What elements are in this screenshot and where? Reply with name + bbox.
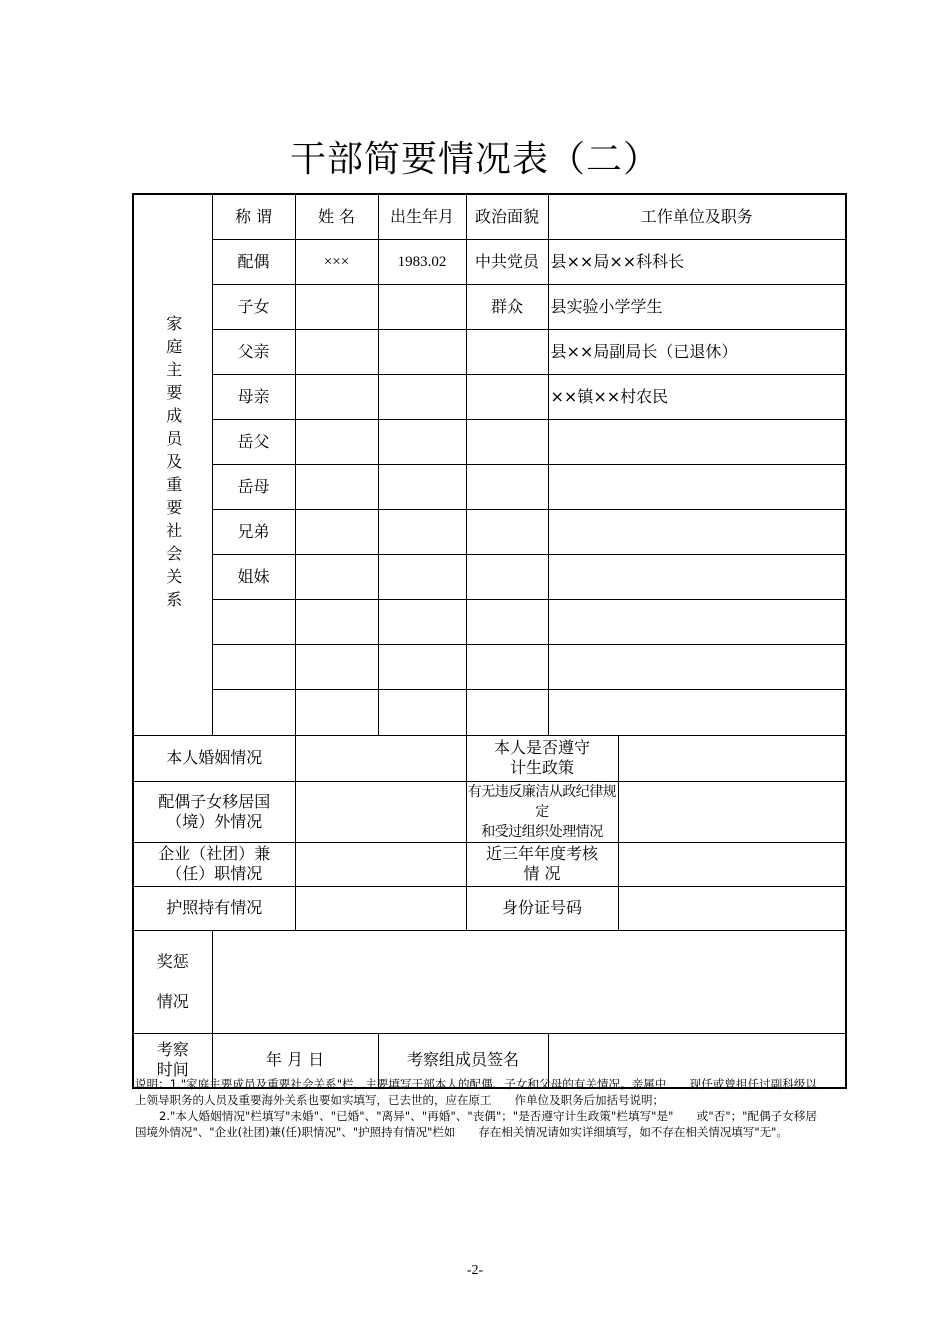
birth-cell[interactable] [378,464,466,509]
passport-value[interactable] [295,886,466,930]
id-number-value[interactable] [618,886,846,930]
relation-cell[interactable]: 兄弟 [212,509,295,554]
relation-cell[interactable]: 配偶 [212,239,295,284]
work-cell[interactable] [548,554,846,599]
relation-cell[interactable]: 姐妹 [212,554,295,599]
table-row [133,689,846,735]
enterprise-label: 企业（社团）兼 （任）职情况 [133,842,295,886]
relation-cell[interactable]: 岳父 [212,419,295,464]
assessment-label: 近三年年度考核 情 况 [466,842,618,886]
passport-label: 护照持有情况 [133,886,295,930]
work-cell[interactable] [548,419,846,464]
work-cell[interactable] [548,644,846,689]
table-row [133,419,846,464]
birth-cell[interactable] [378,644,466,689]
emigration-label: 配偶子女移居国 （境）外情况 [133,781,295,842]
signature-label: 考察组成员签名 [378,1033,548,1088]
politics-cell[interactable]: 中共党员 [466,239,548,284]
marriage-value[interactable] [295,735,466,781]
table-row [133,599,846,644]
id-number-label: 身份证号码 [466,886,618,930]
header-relation: 称 谓 [212,194,295,239]
work-cell[interactable]: ××镇××村农民 [548,374,846,419]
page-number: -2- [466,1263,484,1278]
name-cell[interactable] [295,689,378,735]
enterprise-value[interactable] [295,842,466,886]
rewards-value[interactable] [212,930,846,1033]
birth-cell[interactable]: 1983.02 [378,239,466,284]
note-1: 说明：1."家庭主要成员及重要社会关系"栏，主要填写干部本人的配偶、子女和父母的有关情况。亲属中 现任或曾担任过副科级以上领导职务的人员及重要海外关系也要如实填写，已去世的，应在原工 作单位及职务后加括号说明； [135,1077,817,1107]
header-politics: 政治面貌 [466,194,548,239]
politics-cell[interactable] [466,509,548,554]
politics-cell[interactable]: 群众 [466,284,548,329]
birth-cell[interactable] [378,689,466,735]
table-row [133,239,846,284]
work-cell[interactable] [548,464,846,509]
politics-cell[interactable] [466,554,548,599]
work-cell[interactable] [548,509,846,554]
name-cell[interactable] [295,329,378,374]
relation-cell[interactable]: 父亲 [212,329,295,374]
birth-cell[interactable] [378,374,466,419]
name-cell[interactable] [295,644,378,689]
note-2: 2."本人婚姻情况"栏填写"未婚"、"已婚"、"离异"、"再婚"、"丧偶"；"是否遵守计生政策"栏填写"是" 或"否"；"配偶子女移居国境外情况"、"企业(社团)兼(任)职情况"、"护照持有情况"栏如 存在相关情况请如实详细填写，如不存在相关情况填写"无"。 [135,1109,817,1139]
table-row [133,554,846,599]
relation-cell[interactable] [212,599,295,644]
relation-cell[interactable]: 子女 [212,284,295,329]
name-cell[interactable] [295,509,378,554]
inspect-time-label: 考察 时间 [133,1033,212,1088]
politics-cell[interactable] [466,419,548,464]
name-cell[interactable] [295,599,378,644]
emigration-value[interactable] [295,781,466,842]
name-cell[interactable] [295,464,378,509]
politics-cell[interactable] [466,644,548,689]
name-cell[interactable] [295,419,378,464]
politics-cell[interactable] [466,329,548,374]
work-cell[interactable]: 县××局××科科长 [548,239,846,284]
politics-cell[interactable] [466,374,548,419]
politics-cell[interactable] [466,599,548,644]
discipline-value[interactable] [618,781,846,842]
table-row [133,464,846,509]
politics-cell[interactable] [466,689,548,735]
header-name: 姓 名 [295,194,378,239]
name-cell[interactable] [295,284,378,329]
family-section-label: 家庭主要成员及重要社会关系 [133,194,212,735]
discipline-label: 有无违反廉洁从政纪律规定 和受过组织处理情况 [466,781,618,842]
rewards-label: 奖惩 情况 [133,930,212,1033]
name-cell[interactable]: ××× [295,239,378,284]
work-cell[interactable]: 县实验小学学生 [548,284,846,329]
cadre-info-table [132,193,847,1089]
header-birth: 出生年月 [378,194,466,239]
relation-cell[interactable] [212,689,295,735]
table-row [133,644,846,689]
birth-cell[interactable] [378,284,466,329]
page-title: 干部简要情况表（二） [289,139,660,180]
family-planning-label: 本人是否遵守 计生政策 [466,735,618,781]
politics-cell[interactable] [466,464,548,509]
birth-cell[interactable] [378,554,466,599]
marriage-label: 本人婚姻情况 [133,735,295,781]
inspect-date-field[interactable]: 年 月 日 [212,1033,378,1088]
name-cell[interactable] [295,554,378,599]
table-row [133,509,846,554]
table-row [133,329,846,374]
work-cell[interactable]: 县××局副局长（已退休） [548,329,846,374]
relation-cell[interactable] [212,644,295,689]
birth-cell[interactable] [378,419,466,464]
work-cell[interactable] [548,689,846,735]
birth-cell[interactable] [378,599,466,644]
table-row [133,284,846,329]
birth-cell[interactable] [378,329,466,374]
relation-cell[interactable]: 岳母 [212,464,295,509]
birth-cell[interactable] [378,509,466,554]
table-row [133,374,846,419]
relation-cell[interactable]: 母亲 [212,374,295,419]
family-planning-value[interactable] [618,735,846,781]
work-cell[interactable] [548,599,846,644]
notes [135,1076,817,1140]
header-work: 工作单位及职务 [548,194,846,239]
name-cell[interactable] [295,374,378,419]
assessment-value[interactable] [618,842,846,886]
